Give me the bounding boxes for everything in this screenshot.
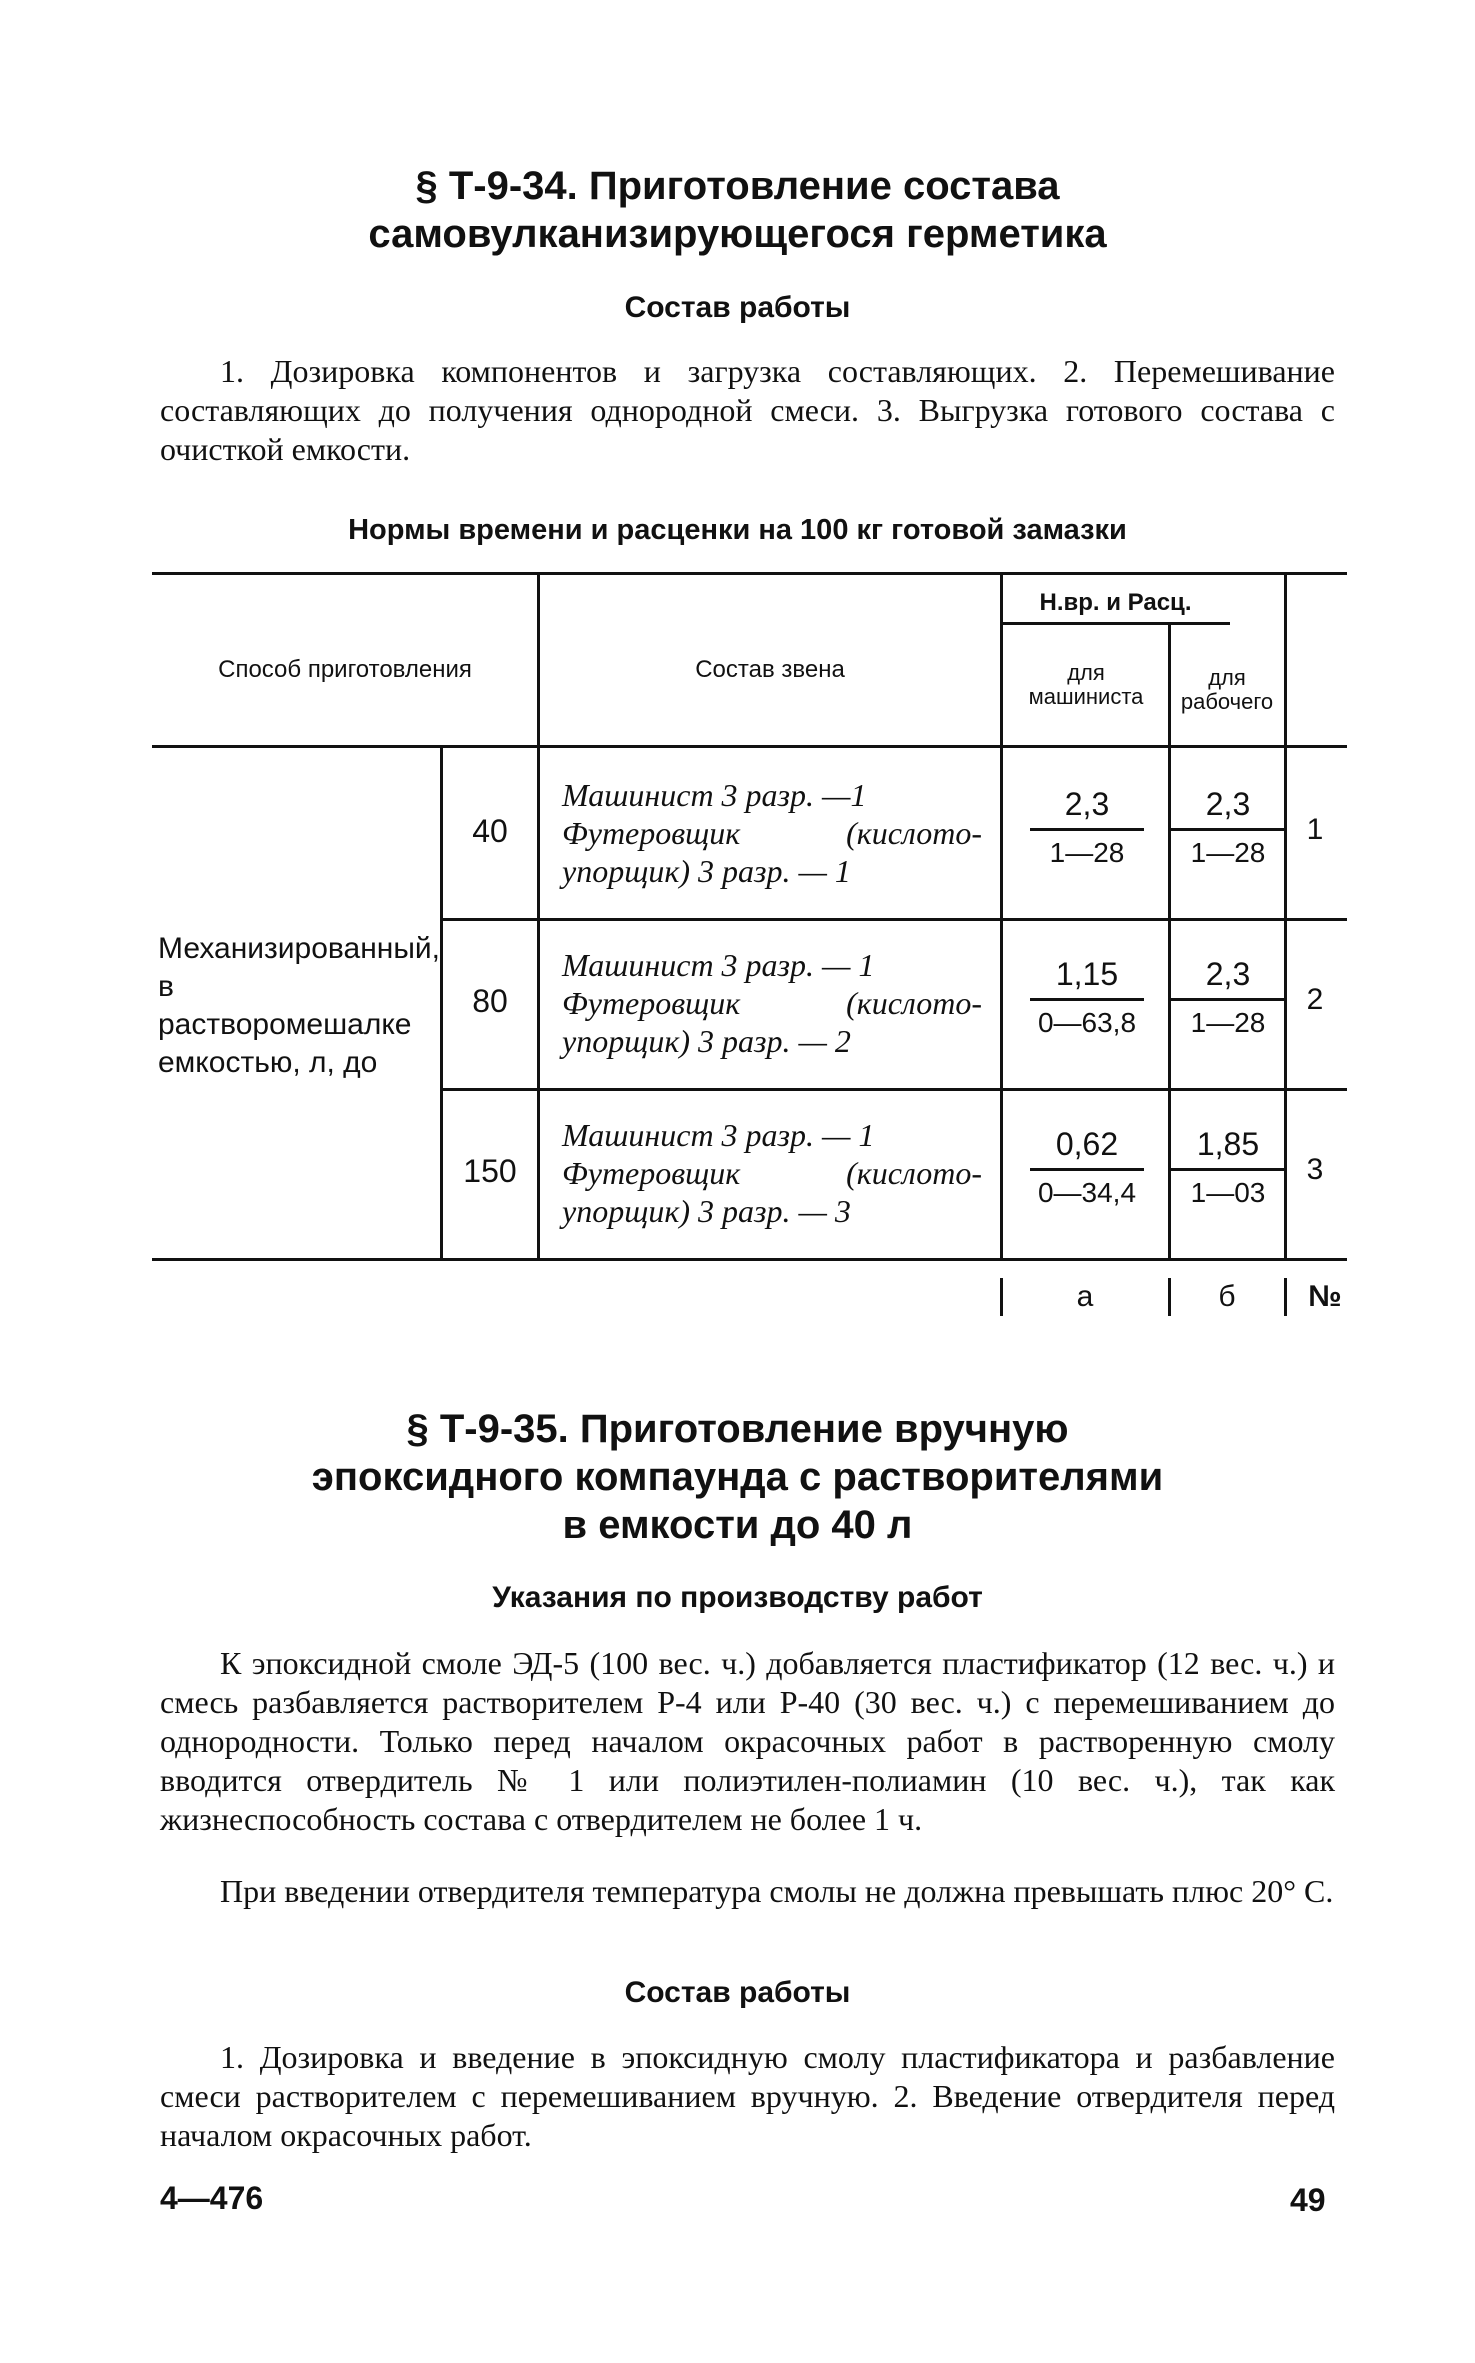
foot-rule-b <box>1168 1278 1171 1316</box>
rate: 1—28 <box>1049 837 1125 868</box>
crew-line-2: Футеровщик (кислото- <box>562 985 982 1021</box>
section-title-line-1: § Т-9-34. Приготовление состава <box>415 164 1060 208</box>
crew-row-1 <box>562 776 982 890</box>
capacity-80: 80 <box>472 983 508 1019</box>
print-mark: 4—476 <box>160 2180 264 2216</box>
instructions-paragraph-1: К эпоксидной смоле ЭД-5 (100 вес. ч.) добавляется пластификатор (12 вес. ч.) и смесь разбавляется растворителем Р-4 или Р-40 (30 вес. ч.) с перемешиванием до однородности. Только перед началом окрасочных работ в растворенную смолу вводится отвердитель № 1 или полиэтилен-полиамин (10 вес. ч.), так как жизнеспособность состава с отвердителем не более 1 ч. <box>160 1645 1335 1837</box>
section-title-line-2: самовулканизирующегося герметика <box>368 212 1107 256</box>
crew-line-3: упорщик) 3 разр. — 3 <box>562 1193 851 1229</box>
rate-b-row-1 <box>1153 784 1303 873</box>
norm-time: 2,3 <box>1030 784 1144 831</box>
row-number-1: 1 <box>1306 813 1324 846</box>
rate: 1—28 <box>1190 1007 1266 1038</box>
column-label-b: б <box>1218 1280 1236 1313</box>
foot-rule-no <box>1284 1278 1287 1316</box>
column-label-a: а <box>1076 1280 1094 1313</box>
work-composition-heading-2: Состав работы <box>624 1976 851 2009</box>
header-split-rule <box>1000 622 1230 625</box>
row-number-3: 3 <box>1306 1153 1324 1186</box>
header-for-machinist: для машиниста <box>1028 660 1144 709</box>
row-divider-2 <box>440 1088 1347 1091</box>
table-bottom-rule <box>152 1258 1347 1261</box>
crew-line-3: упорщик) 3 разр. — 1 <box>562 853 851 889</box>
header-for-worker: для рабочего <box>1180 665 1274 714</box>
header-crew: Состав звена <box>695 656 845 683</box>
section-title-t-9-35 <box>0 1405 1475 1549</box>
rate: 0—34,4 <box>1037 1177 1137 1208</box>
capacity-40: 40 <box>472 813 508 849</box>
col-a-left-rule <box>1000 575 1003 1258</box>
rate: 1—28 <box>1190 837 1266 868</box>
norm-time: 2,3 <box>1171 784 1285 831</box>
norm-time: 0,62 <box>1030 1124 1144 1171</box>
method-label: Механизированный, в растворомешалке емкостью, л, до <box>158 932 440 1079</box>
work-composition-text-2: 1. Дозировка и введение в эпоксидную смолу пластификатора и разбавление смеси растворителем с перемешиванием вручную. 2. Введение отвердителя перед началом окрасочных работ. <box>160 2039 1335 2153</box>
page-number: 49 <box>1290 2182 1326 2218</box>
crew-line-3: упорщик) 3 разр. — 2 <box>562 1023 851 1059</box>
header-method: Способ приготовления <box>218 656 472 683</box>
section-title-t-9-34 <box>0 162 1475 258</box>
rate-b-row-3 <box>1153 1124 1303 1213</box>
norm-time: 1,15 <box>1030 954 1144 1001</box>
rate-a-row-3 <box>1012 1124 1162 1213</box>
norm-time: 2,3 <box>1171 954 1285 1001</box>
column-label-no: № <box>1308 1280 1342 1313</box>
header-norm-rate: Н.вр. и Расц. <box>1039 589 1192 616</box>
crew-line-1: Машинист 3 разр. — 1 <box>562 1117 875 1153</box>
norm-time: 1,85 <box>1171 1124 1285 1171</box>
crew-line-2: Футеровщик (кислото- <box>562 815 982 851</box>
rate-a-row-2 <box>1012 954 1162 1043</box>
crew-line-1: Машинист 3 разр. —1 <box>562 777 867 813</box>
rate-a-row-1 <box>1012 784 1162 873</box>
instructions-heading: Указания по производству работ <box>492 1581 983 1614</box>
work-composition-heading: Состав работы <box>624 291 851 324</box>
crew-line-1: Машинист 3 разр. — 1 <box>562 947 875 983</box>
crew-row-2 <box>562 946 982 1060</box>
row-divider-1 <box>440 918 1347 921</box>
crew-row-3 <box>562 1116 982 1230</box>
crew-line-2: Футеровщик (кислото- <box>562 1155 982 1191</box>
capacity-150: 150 <box>463 1153 517 1189</box>
work-composition-text: 1. Дозировка компонентов и загрузка составляющих. 2. Перемешивание составляющих до получения однородной смеси. 3. Выгрузка готового состава с очисткой емкости. <box>160 353 1335 467</box>
rate-b-row-2 <box>1153 954 1303 1043</box>
section-title-line-3: в емкости до 40 л <box>562 1503 913 1547</box>
foot-rule-a <box>1000 1278 1003 1316</box>
section-title-line-1: § Т-9-35. Приготовление вручную <box>406 1407 1069 1451</box>
section-title-line-2: эпоксидного компаунда с растворителями <box>311 1455 1164 1499</box>
instructions-paragraph-2: При введении отвердителя температура смолы не должна превышать плюс 20° С. <box>220 1873 1334 1909</box>
norms-table-title: Нормы времени и расценки на 100 кг готовой замазки <box>348 514 1127 546</box>
table-top-rule <box>152 572 1347 575</box>
row-number-2: 2 <box>1306 983 1324 1016</box>
rate: 1—03 <box>1190 1177 1266 1208</box>
rate: 0—63,8 <box>1037 1007 1137 1038</box>
